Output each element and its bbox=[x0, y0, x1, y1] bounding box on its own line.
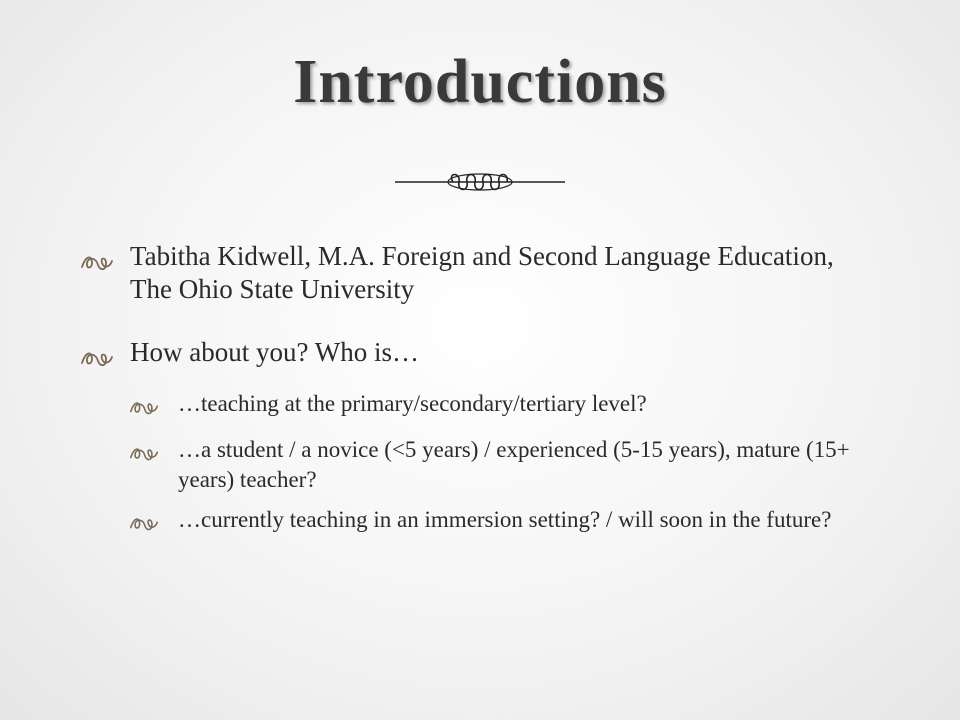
curly-bullet-icon bbox=[129, 435, 178, 471]
sub-bullet-text: …a student / a novice (<5 years) / experienced (5-15 years), mature (15+ years) teacher? bbox=[178, 437, 850, 492]
sub-bullet-item bbox=[129, 389, 880, 425]
bullet-item bbox=[80, 240, 880, 306]
curly-bullet-icon bbox=[80, 240, 130, 281]
slide-title: Introductions bbox=[293, 48, 667, 116]
flourish-divider-icon bbox=[395, 168, 565, 196]
sub-bullet-item bbox=[129, 435, 880, 495]
bullet-item bbox=[80, 336, 880, 377]
curly-bullet-icon bbox=[129, 389, 178, 425]
curly-bullet-icon bbox=[80, 336, 130, 377]
bullet-list bbox=[80, 240, 880, 551]
curly-bullet-icon bbox=[129, 505, 178, 541]
bullet-text: Tabitha Kidwell, M.A. Foreign and Second Language Education, The Ohio State University bbox=[130, 241, 834, 304]
sub-bullet-item bbox=[129, 505, 880, 541]
sub-bullet-text: …teaching at the primary/secondary/tertiary level? bbox=[178, 391, 647, 416]
bullet-text: How about you? Who is… bbox=[130, 337, 419, 367]
sub-bullet-text: …currently teaching in an immersion setting? / will soon in the future? bbox=[178, 507, 832, 532]
